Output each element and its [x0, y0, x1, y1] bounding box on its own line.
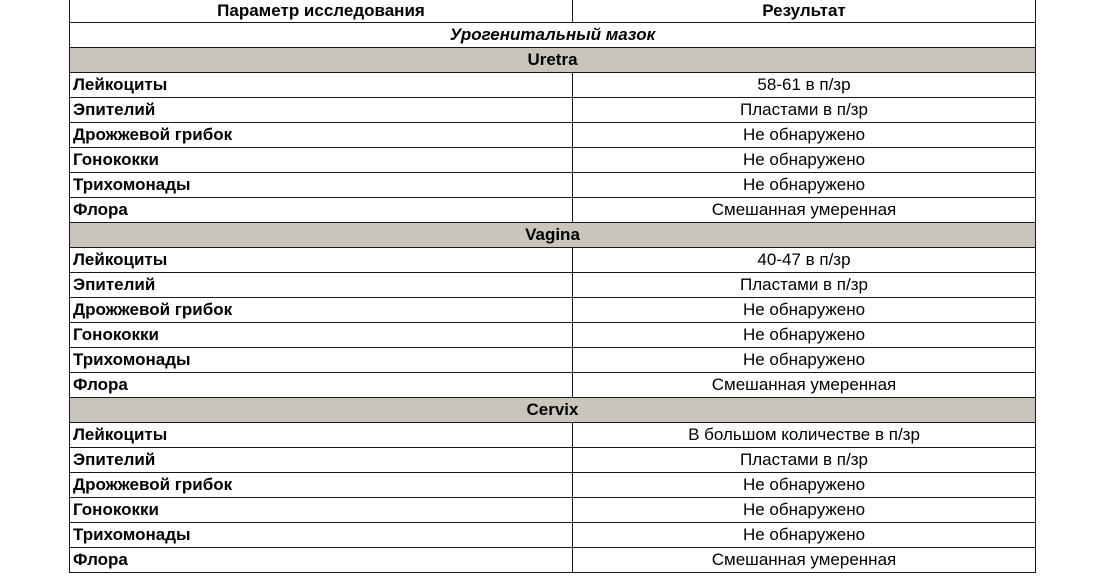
parameter-cell: Трихомонады [70, 348, 573, 373]
result-cell: Не обнаружено [573, 298, 1036, 323]
table-row [70, 348, 1036, 373]
result-cell: Пластами в п/зр [573, 98, 1036, 123]
section-row-uretra [70, 48, 1036, 73]
table-row [70, 98, 1036, 123]
result-cell: Не обнаружено [573, 473, 1036, 498]
parameter-cell: Гонококки [70, 323, 573, 348]
table-row [70, 198, 1036, 223]
section-title: Vagina [70, 223, 1036, 248]
table-row [70, 273, 1036, 298]
results-table [69, 0, 1036, 573]
result-cell: Смешанная умеренная [573, 198, 1036, 223]
table-title: Урогенитальный мазок [70, 23, 1036, 48]
result-cell: Смешанная умеренная [573, 548, 1036, 573]
param-column-header: Параметр исследования [70, 0, 573, 23]
parameter-cell: Трихомонады [70, 173, 573, 198]
table-row [70, 473, 1036, 498]
parameter-cell: Эпителий [70, 448, 573, 473]
table-title-row [70, 23, 1036, 48]
table-row [70, 448, 1036, 473]
result-cell: Не обнаружено [573, 323, 1036, 348]
parameter-cell: Дрожжевой грибок [70, 473, 573, 498]
parameter-cell: Флора [70, 198, 573, 223]
result-column-header: Результат [573, 0, 1036, 23]
parameter-cell: Гонококки [70, 498, 573, 523]
table-row [70, 248, 1036, 273]
parameter-cell: Флора [70, 373, 573, 398]
result-cell: Не обнаружено [573, 498, 1036, 523]
parameter-cell: Эпителий [70, 273, 573, 298]
table-header-row [70, 0, 1036, 23]
result-cell: В большом количестве в п/зр [573, 423, 1036, 448]
table-row [70, 173, 1036, 198]
table-row [70, 423, 1036, 448]
parameter-cell: Трихомонады [70, 523, 573, 548]
result-cell: Не обнаружено [573, 523, 1036, 548]
result-cell: Не обнаружено [573, 123, 1036, 148]
result-cell: 40-47 в п/зр [573, 248, 1036, 273]
parameter-cell: Эпителий [70, 98, 573, 123]
table-row [70, 323, 1036, 348]
section-row-cervix [70, 398, 1036, 423]
section-title: Cervix [70, 398, 1036, 423]
table-row [70, 373, 1036, 398]
result-cell: Пластами в п/зр [573, 273, 1036, 298]
table-row [70, 123, 1036, 148]
parameter-cell: Дрожжевой грибок [70, 298, 573, 323]
parameter-cell: Лейкоциты [70, 248, 573, 273]
results-table-container [69, 0, 1035, 573]
table-row [70, 298, 1036, 323]
table-row [70, 73, 1036, 98]
result-cell: Не обнаружено [573, 173, 1036, 198]
parameter-cell: Лейкоциты [70, 73, 573, 98]
table-row [70, 548, 1036, 573]
table-row [70, 148, 1036, 173]
table-row [70, 523, 1036, 548]
parameter-cell: Дрожжевой грибок [70, 123, 573, 148]
parameter-cell: Лейкоциты [70, 423, 573, 448]
table-row [70, 498, 1036, 523]
result-cell: Пластами в п/зр [573, 448, 1036, 473]
result-cell: Не обнаружено [573, 148, 1036, 173]
result-cell: 58-61 в п/зр [573, 73, 1036, 98]
result-cell: Смешанная умеренная [573, 373, 1036, 398]
section-title: Uretra [70, 48, 1036, 73]
section-row-vagina [70, 223, 1036, 248]
parameter-cell: Флора [70, 548, 573, 573]
result-cell: Не обнаружено [573, 348, 1036, 373]
parameter-cell: Гонококки [70, 148, 573, 173]
